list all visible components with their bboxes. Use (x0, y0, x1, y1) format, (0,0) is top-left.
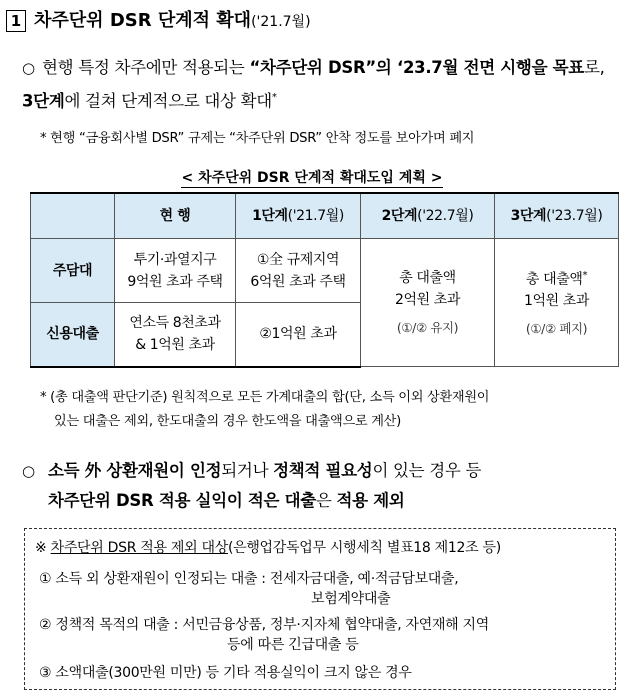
row-label-mortgage: 주담대 (31, 239, 115, 303)
intro-text: 현행 특정 차주에만 적용되는 (42, 58, 250, 77)
table-row-mortgage (31, 239, 619, 303)
exclusion-highlight: 소득 外 상환재원이 인정 (48, 461, 222, 480)
intro-highlight: 3단계 (22, 91, 65, 111)
exclusion-item-2: ② 정책적 목적의 대출 : 서민금융상품, 정부·지자체 협약대출, 자연재해 지역 등에 따른 긴급대출 등 (39, 617, 489, 653)
intro-text: 에 걸쳐 단계적으로 대상 확대 (64, 91, 272, 111)
footnote-mark: * (271, 92, 277, 103)
exclusion-highlight: 정책적 필요성 (273, 461, 373, 480)
section-title (6, 6, 311, 32)
footnote-2: * (총 대출액 판단기준) 원칙적으로 모든 가계대출의 합(단, 소득 이외 상환재원이 있는 대출은 제외, 한도대출의 경우 한도액을 대출액으로 계산) (40, 390, 490, 429)
header-empty (31, 193, 115, 239)
section-number: 1 (6, 10, 26, 32)
intro-text: 로, (583, 58, 605, 77)
header-phase1: 1단계('21.7월) (236, 193, 361, 239)
footnote-1: * 현행 “금융회사별 DSR” 규제는 “차주단위 DSR” 안착 정도를 보아가며 폐지 (40, 131, 475, 146)
cell-mortgage-current: 투기·과열지구 9억원 초과 주택 (115, 239, 236, 303)
table-caption (0, 167, 624, 187)
header-phase2: 2단계('22.7월) (361, 193, 495, 239)
cell-credit-phase1: ②1억원 초과 (236, 303, 361, 367)
cell-phase3: 총 대출액* 1억원 초과 (①/② 폐지) (495, 239, 619, 367)
row-label-credit: 신용대출 (31, 303, 115, 367)
cell-mortgage-phase1: ①全 규제지역 6억원 초과 주택 (236, 239, 361, 303)
exclusion-highlight: 적용 제외 (336, 491, 405, 510)
intro-paragraph (22, 53, 618, 116)
cell-credit-current: 연소득 8천초과 & 1억원 초과 (115, 303, 236, 367)
exclusion-item-1: ① 소득 외 상환재원이 인정되는 대출 : 전세자금대출, 예·적금담보대출, 보험계약대출 (39, 571, 459, 607)
section-title-date: ('21.7월) (251, 14, 311, 30)
exclusion-list-box (24, 528, 616, 690)
bullet-circle: ○ (22, 462, 35, 480)
exclusion-item-3: ③ 소액대출(300만원 미만) 등 기타 적용실익이 크지 않은 경우 (39, 665, 412, 681)
cell-phase2: 총 대출액 2억원 초과 (①/② 유지) (361, 239, 495, 367)
dsr-plan-table (30, 192, 619, 368)
exclusion-box-title: ※ 차주단위 DSR 적용 제외 대상(은행업감독업무 시행세칙 별표18 제12조 등) (35, 540, 501, 556)
bullet-circle: ○ (22, 59, 35, 77)
table-header-row (31, 193, 619, 239)
intro-highlight: “차주단위 DSR”의 ‘23.7월 전면 시행을 목표 (249, 58, 584, 77)
section-title-text: 차주단위 DSR 단계적 확대 (34, 10, 252, 31)
table-caption-text: < 차주단위 DSR 단계적 확대도입 계획 > (181, 170, 443, 186)
header-current: 현 행 (115, 193, 236, 239)
exclusion-highlight: 차주단위 DSR 적용 실익이 적은 대출 (48, 491, 316, 510)
header-phase3: 3단계('23.7월) (495, 193, 619, 239)
exclusion-paragraph: ○ 소득 外 상환재원이 인정되거나 정책적 필요성이 있는 경우 등 차주단위 DSR 적용 실익이 적은 대출은 적용 제외 (22, 456, 618, 515)
